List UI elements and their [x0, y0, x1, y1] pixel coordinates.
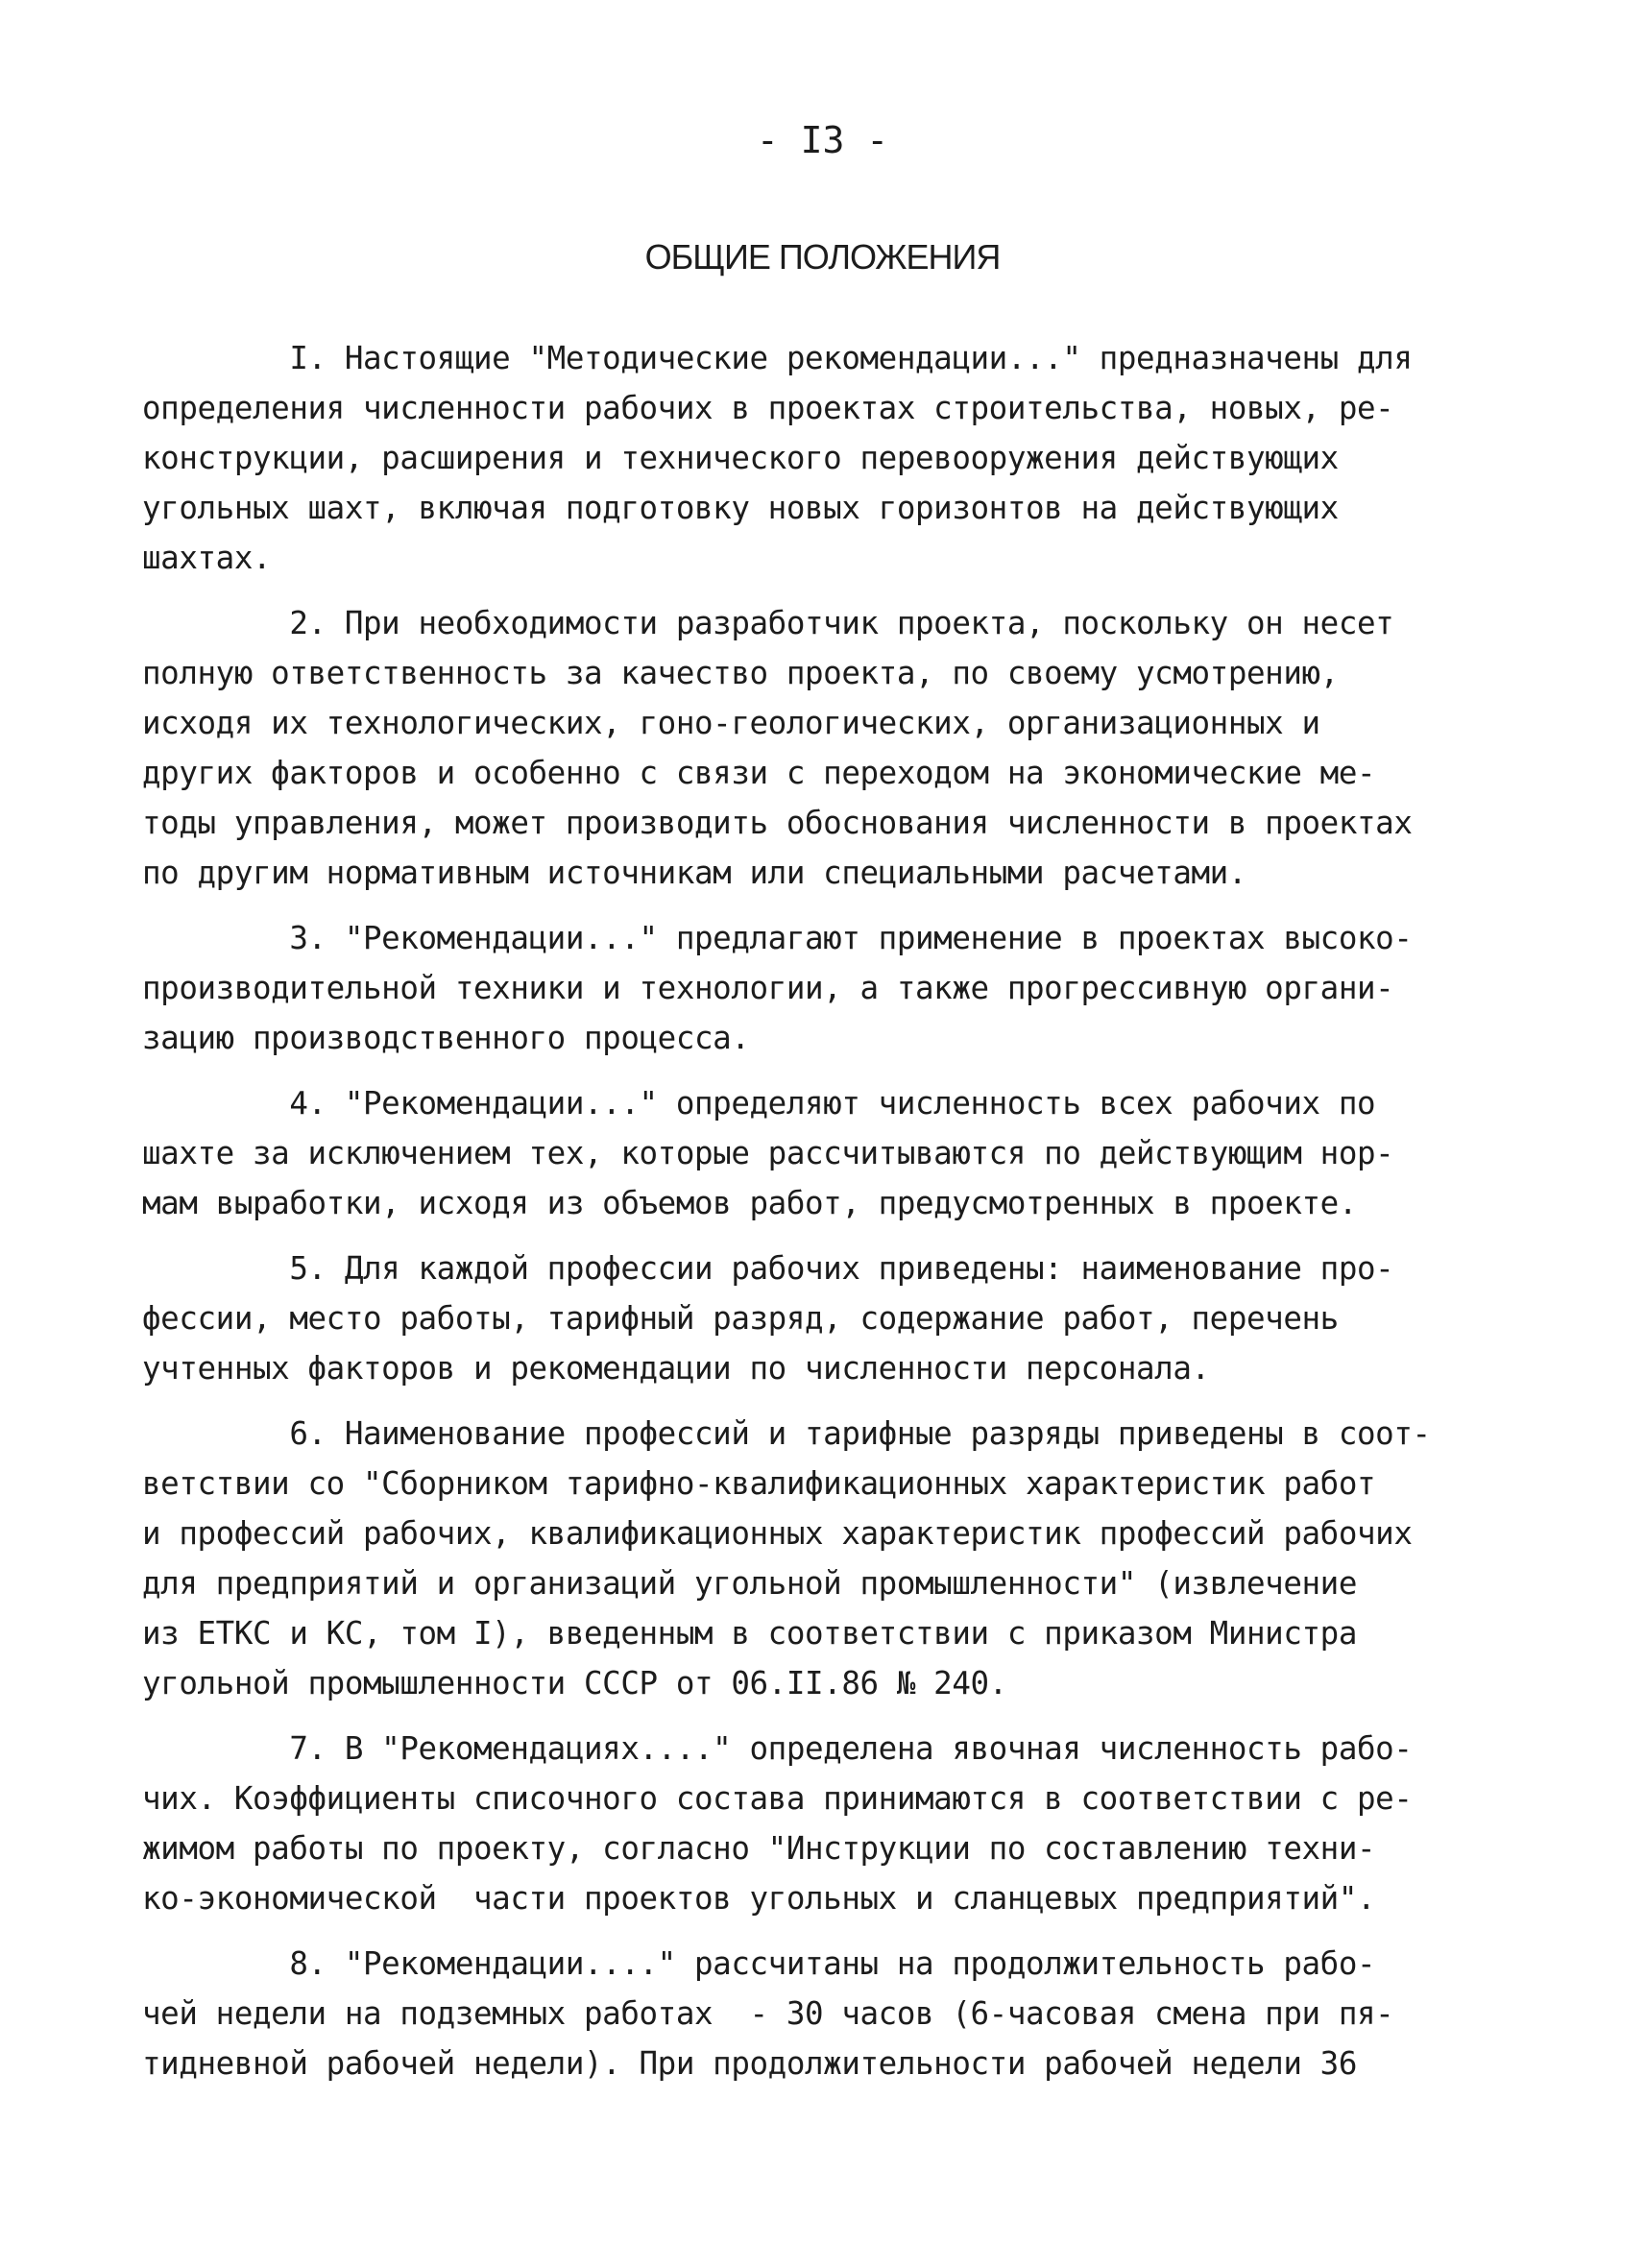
section-heading: ОБЩИЕ ПОЛОЖЕНИЯ [644, 237, 1001, 277]
text-line: ко-экономической части проектов угольных и сланцевых предприятий". [142, 1880, 1376, 1917]
paragraph-7 [142, 1724, 1544, 1923]
paragraph-gap [142, 1923, 1544, 1939]
paragraph-gap [142, 1228, 1544, 1243]
text-line: по другим нормативным источникам или специальными расчетами. [142, 855, 1246, 891]
text-line: 4. "Рекомендации..." определяют численность всех рабочих по [142, 1085, 1376, 1122]
text-line: I. Настоящие "Методические рекомендации..." предназначены для [142, 340, 1413, 376]
text-line: конструкции, расширения и технического перевооружения действующих [142, 440, 1339, 476]
paragraph-gap [142, 1393, 1544, 1409]
page-number: - I3 - [756, 119, 889, 161]
text-line: производительной техники и технологии, а также прогрессивную органи- [142, 970, 1394, 1006]
text-line: чих. Коэффициенты списочного состава принимаются в соответствии с ре- [142, 1780, 1413, 1817]
text-line: угольных шахт, включая подготовку новых горизонтов на действующих [142, 490, 1339, 526]
body-text [142, 333, 1544, 2088]
paragraph-gap [142, 583, 1544, 598]
text-line: и профессий рабочих, квалификационных характеристик профессий рабочих [142, 1515, 1413, 1552]
paragraph-4 [142, 1078, 1544, 1228]
text-line: тидневной рабочей недели). При продолжительности рабочей недели 36 [142, 2045, 1357, 2082]
paragraph-8 [142, 1939, 1544, 2088]
text-line: чей недели на подземных работах - 30 часов (6-часовая смена при пя- [142, 1995, 1394, 2032]
text-line: ветствии со "Сборником тарифно-квалификационных характеристик работ [142, 1465, 1376, 1502]
paragraph-1 [142, 333, 1544, 583]
text-line: жимом работы по проекту, согласно "Инструкции по составлению техни- [142, 1830, 1376, 1867]
text-line: учтенных факторов и рекомендации по численности персонала. [142, 1350, 1210, 1387]
paragraph-gap [142, 1708, 1544, 1724]
paragraph-2 [142, 598, 1544, 898]
text-line: для предприятий и организаций угольной промышленности" (извлечение [142, 1565, 1357, 1602]
text-line: других факторов и особенно с связи с переходом на экономические ме- [142, 755, 1376, 791]
paragraph-gap [142, 1063, 1544, 1078]
text-line: зацию производственного процесса. [142, 1020, 750, 1056]
text-line: шахте за исключением тех, которые рассчитываются по действующим нор- [142, 1135, 1394, 1171]
text-line: определения численности рабочих в проектах строительства, новых, ре- [142, 390, 1394, 426]
text-line: тоды управления, может производить обоснования численности в проектах [142, 805, 1413, 841]
text-line: 6. Наименование профессий и тарифные разряды приведены в соот- [142, 1415, 1431, 1452]
paragraph-6 [142, 1409, 1544, 1708]
text-line: из ЕТКС и КС, том I), введенным в соответствии с приказом Министра [142, 1615, 1357, 1652]
text-line: полную ответственность за качество проекта, по своему усмотрению, [142, 655, 1339, 691]
text-line: 7. В "Рекомендациях...." определена явочная численность рабо- [142, 1730, 1413, 1767]
text-line: исходя их технологических, гоно-геологических, организационных и [142, 705, 1320, 741]
text-line: 8. "Рекомендации...." рассчитаны на продолжительность рабо- [142, 1945, 1376, 1982]
paragraph-3 [142, 913, 1544, 1063]
text-line: фессии, место работы, тарифный разряд, содержание работ, перечень [142, 1300, 1339, 1337]
text-line: 5. Для каждой профессии рабочих приведены: наименование про- [142, 1250, 1394, 1287]
text-line: 3. "Рекомендации..." предлагают применение в проектах высоко- [142, 920, 1413, 956]
paragraph-5 [142, 1243, 1544, 1393]
text-line: угольной промышленности СССР от 06.II.86 № 240. [142, 1665, 1007, 1701]
text-line: 2. При необходимости разработчик проекта, поскольку он несет [142, 605, 1394, 641]
paragraph-gap [142, 898, 1544, 913]
text-line: шахтах. [142, 540, 272, 576]
text-line: мам выработки, исходя из объемов работ, предусмотренных в проекте. [142, 1185, 1357, 1221]
